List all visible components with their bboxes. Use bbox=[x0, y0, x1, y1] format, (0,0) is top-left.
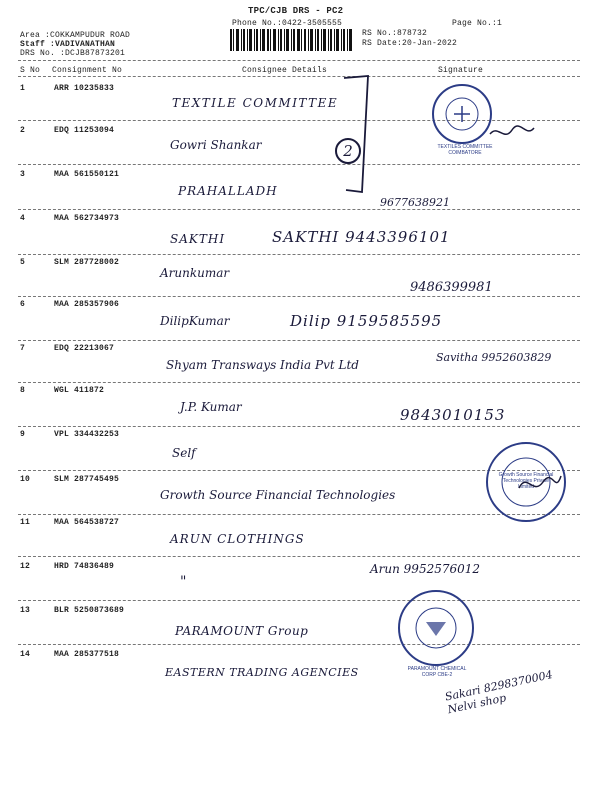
row-note: 2 bbox=[335, 138, 361, 164]
barcode bbox=[230, 29, 354, 51]
row-consignee: Gowri Shankar bbox=[170, 138, 262, 152]
row-note: 9486399981 bbox=[410, 280, 493, 295]
row-divider bbox=[18, 426, 580, 427]
row-consignment: MAA 285377518 bbox=[54, 650, 120, 659]
paramount-stamp bbox=[398, 590, 474, 678]
row-consignee: J.P. Kumar bbox=[180, 400, 242, 414]
row-note: SAKTHI 9443396101 bbox=[272, 228, 451, 246]
row-note: Dilip 9159585595 bbox=[290, 312, 443, 330]
row-note: 9843010153 bbox=[400, 406, 506, 424]
row-consignment: ARR 10235833 bbox=[54, 84, 115, 93]
stamp-text: PARAMOUNT CHEMICAL CORP CBE-2 bbox=[407, 666, 467, 678]
col-sno: S No bbox=[20, 66, 41, 75]
row-consignee: PARAMOUNT Group bbox=[175, 624, 309, 638]
row-sno: 1 bbox=[20, 84, 26, 93]
row-consignment: SLM 287728002 bbox=[54, 258, 120, 267]
row-divider bbox=[18, 164, 580, 165]
col-consignment: Consignment No bbox=[52, 66, 123, 75]
rs-number: RS No.:878732 bbox=[362, 29, 428, 38]
signature-scribble bbox=[515, 470, 565, 500]
header-divider-top bbox=[18, 60, 580, 61]
row-consignee: ARUN CLOTHINGS bbox=[170, 532, 305, 546]
col-signature: Signature bbox=[438, 66, 484, 75]
row-consignment: MAA 562734973 bbox=[54, 214, 120, 223]
row-consignee: Shyam Transways India Pvt Ltd bbox=[166, 358, 359, 372]
row-consignee: Arunkumar bbox=[160, 266, 230, 280]
row-divider bbox=[18, 556, 580, 557]
row-divider bbox=[18, 382, 580, 383]
row-sno: 14 bbox=[20, 650, 31, 659]
row-divider bbox=[18, 296, 580, 297]
row-sno: 11 bbox=[20, 518, 31, 527]
row-consignment: EDQ 22213067 bbox=[54, 344, 115, 353]
row-note: Sakari 8298370004 Nelvi shop bbox=[443, 668, 554, 717]
row-divider bbox=[18, 644, 580, 645]
row-consignment: VPL 334432253 bbox=[54, 430, 120, 439]
page-number: Page No.:1 bbox=[452, 19, 503, 28]
staff-label: Staff :VADIVANATHAN bbox=[20, 40, 116, 49]
ink-bracket bbox=[340, 72, 380, 202]
row-sno: 4 bbox=[20, 214, 26, 223]
rs-date: RS Date:20-Jan-2022 bbox=[362, 39, 458, 48]
row-consignee: PRAHALLADH bbox=[178, 184, 278, 198]
row-consignment: WGL 411872 bbox=[54, 386, 105, 395]
document-title: TPC/CJB DRS - PC2 bbox=[248, 6, 344, 16]
area-label: Area :COKKAMPUDUR ROAD bbox=[20, 31, 131, 40]
row-sno: 7 bbox=[20, 344, 26, 353]
row-consignment: SLM 287745495 bbox=[54, 475, 120, 484]
row-consignment: EDQ 11253094 bbox=[54, 126, 115, 135]
row-consignment: MAA 561550121 bbox=[54, 170, 120, 179]
row-divider bbox=[18, 254, 580, 255]
signature-scribble bbox=[488, 120, 538, 144]
textile-committee-stamp bbox=[432, 84, 493, 156]
stamp-emblem-icon bbox=[400, 592, 472, 664]
row-consignment: HRD 74836489 bbox=[54, 562, 115, 571]
row-consignee: Growth Source Financial Technologies bbox=[160, 488, 396, 502]
row-note: Arun 9952576012 bbox=[370, 562, 481, 576]
row-consignee: DilipKumar bbox=[160, 314, 230, 328]
phone-number: Phone No.:0422-3505555 bbox=[232, 19, 343, 28]
barcode-graphic bbox=[230, 29, 354, 51]
row-consignment: MAA 285357906 bbox=[54, 300, 120, 309]
row-consignee: TEXTILE COMMITTEE bbox=[172, 96, 339, 110]
row-consignee: " bbox=[180, 574, 187, 590]
row-note: 9677638921 bbox=[380, 196, 450, 209]
row-consignment: MAA 564538727 bbox=[54, 518, 120, 527]
row-sno: 12 bbox=[20, 562, 31, 571]
row-consignee: SAKTHI bbox=[170, 232, 226, 246]
row-consignee: Self bbox=[172, 446, 196, 460]
stamp-text: TEXTILES COMMITTEE COIMBATORE bbox=[437, 144, 493, 156]
row-sno: 5 bbox=[20, 258, 26, 267]
row-sno: 2 bbox=[20, 126, 26, 135]
row-sno: 10 bbox=[20, 475, 31, 484]
row-sno: 3 bbox=[20, 170, 26, 179]
row-sno: 8 bbox=[20, 386, 26, 395]
row-sno: 13 bbox=[20, 606, 31, 615]
header-divider-bottom bbox=[18, 76, 580, 77]
row-consignment: BLR 5250873689 bbox=[54, 606, 125, 615]
row-sno: 9 bbox=[20, 430, 26, 439]
row-divider bbox=[18, 600, 580, 601]
row-sno: 6 bbox=[20, 300, 26, 309]
stamp-emblem-icon bbox=[434, 86, 490, 142]
row-divider bbox=[18, 340, 580, 341]
row-consignee: EASTERN TRADING AGENCIES bbox=[165, 666, 359, 679]
row-divider bbox=[18, 209, 580, 210]
drs-number: DRS No. :DCJB87873201 bbox=[20, 49, 126, 58]
col-consignee: Consignee Details bbox=[242, 66, 328, 75]
row-note: Savitha 9952603829 bbox=[436, 351, 552, 364]
stamp-text: Growth Source Financial Technologies Private Limited bbox=[498, 472, 554, 490]
